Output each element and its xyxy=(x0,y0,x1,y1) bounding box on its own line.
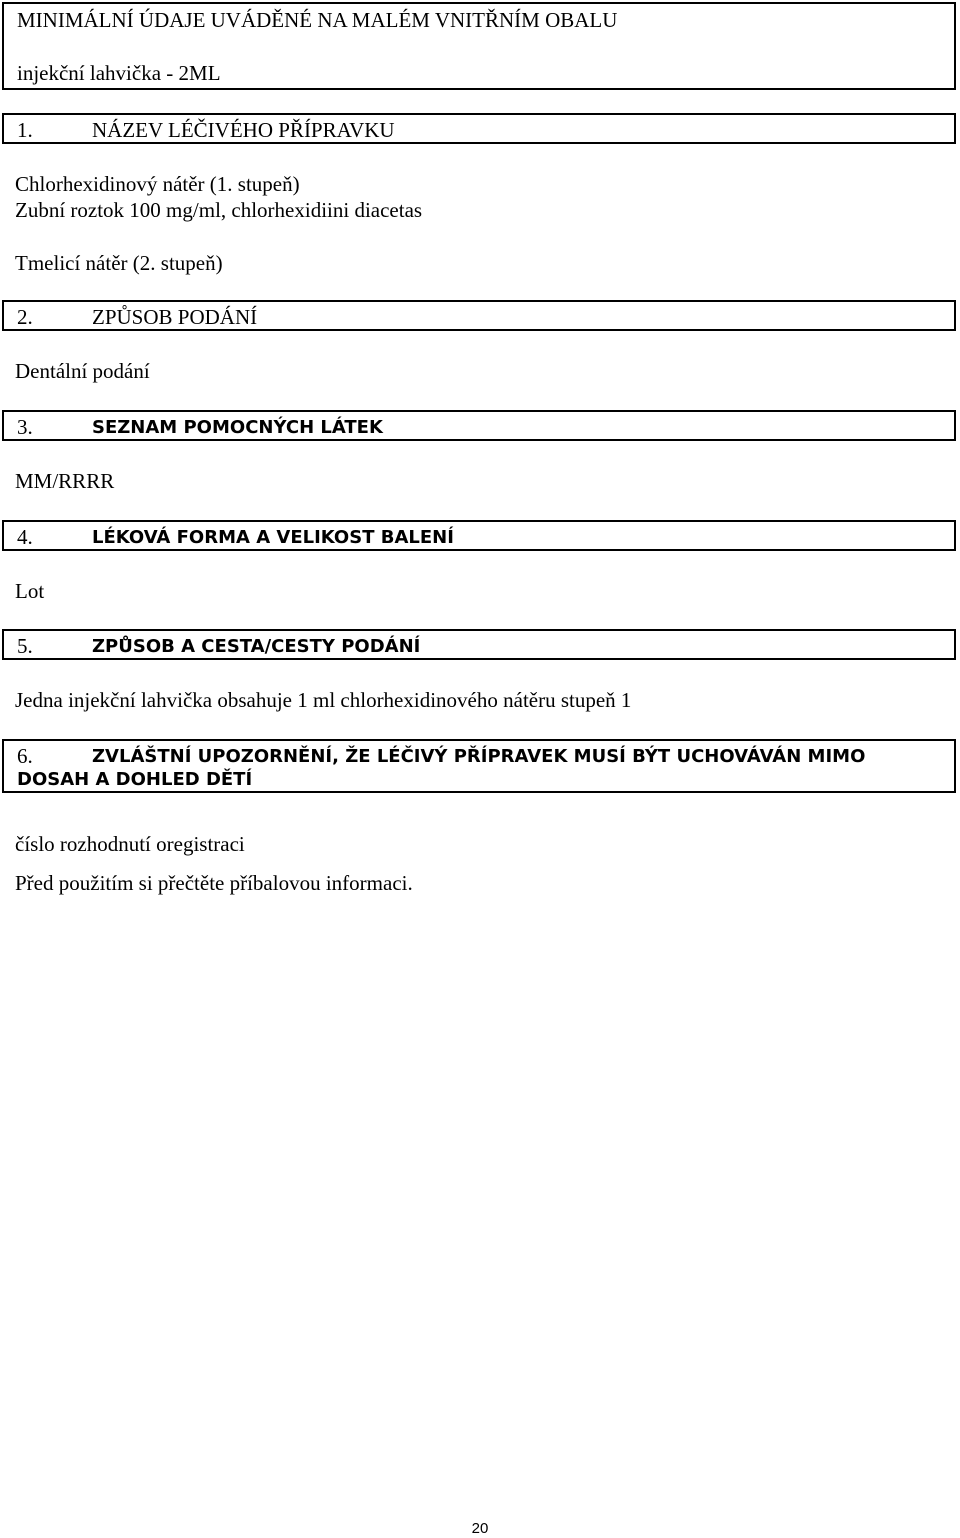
section-6-text-2: Před použitím si přečtěte příbalovou informaci. xyxy=(15,871,413,895)
section-6-heading-line-2: DOSAH A DOHLED DĚTÍ xyxy=(17,769,253,790)
section-3-heading-box xyxy=(2,410,956,441)
section-3-heading: SEZNAM POMOCNÝCH LÁTEK xyxy=(92,417,383,438)
header-title: MINIMÁLNÍ ÚDAJE UVÁDĚNÉ NA MALÉM VNITŘNÍM OBALU xyxy=(17,8,618,32)
section-6-heading-line-1: ZVLÁŠTNÍ UPOZORNĚNÍ, ŽE LÉČIVÝ PŘÍPRAVEK MUSÍ BÝT UCHOVÁVÁN MIMO xyxy=(92,746,866,767)
section-1-heading-box xyxy=(2,113,956,144)
section-1-heading: NÁZEV LÉČIVÉHO PŘÍPRAVKU xyxy=(92,118,395,142)
section-1-number: 1. xyxy=(17,118,33,142)
section-2-text: Dentální podání xyxy=(15,359,150,383)
section-3-number: 3. xyxy=(17,415,33,439)
section-5-text: Jedna injekční lahvička obsahuje 1 ml chlorhexidinového nátěru stupeň 1 xyxy=(15,688,632,712)
section-6-text-1: číslo rozhodnutí oregistraci xyxy=(15,832,245,856)
header-box xyxy=(2,2,956,90)
section-5-heading: ZPŮSOB A CESTA/CESTY PODÁNÍ xyxy=(92,636,421,657)
section-2-number: 2. xyxy=(17,305,33,329)
section-5-heading-box xyxy=(2,629,956,660)
section-5-number: 5. xyxy=(17,634,33,658)
section-1-line-2: Zubní roztok 100 mg/ml, chlorhexidiini diacetas xyxy=(15,198,423,222)
section-6-heading-box xyxy=(2,739,956,793)
section-2-heading: ZPŮSOB PODÁNÍ xyxy=(92,305,258,329)
section-4-heading-box xyxy=(2,520,956,551)
section-1-line-1: Chlorhexidinový nátěr (1. stupeň) xyxy=(15,172,300,196)
section-3-text: MM/RRRR xyxy=(15,469,115,493)
section-6-number: 6. xyxy=(17,744,33,768)
section-4-number: 4. xyxy=(17,525,33,549)
section-4-text: Lot xyxy=(15,579,45,603)
section-2-heading-box xyxy=(2,300,956,331)
section-4-heading: LÉKOVÁ FORMA A VELIKOST BALENÍ xyxy=(92,527,454,548)
header-subtitle: injekční lahvička - 2ML xyxy=(17,61,221,85)
page-number: 20 xyxy=(471,1520,489,1537)
section-1-line-3: Tmelicí nátěr (2. stupeň) xyxy=(15,251,223,275)
